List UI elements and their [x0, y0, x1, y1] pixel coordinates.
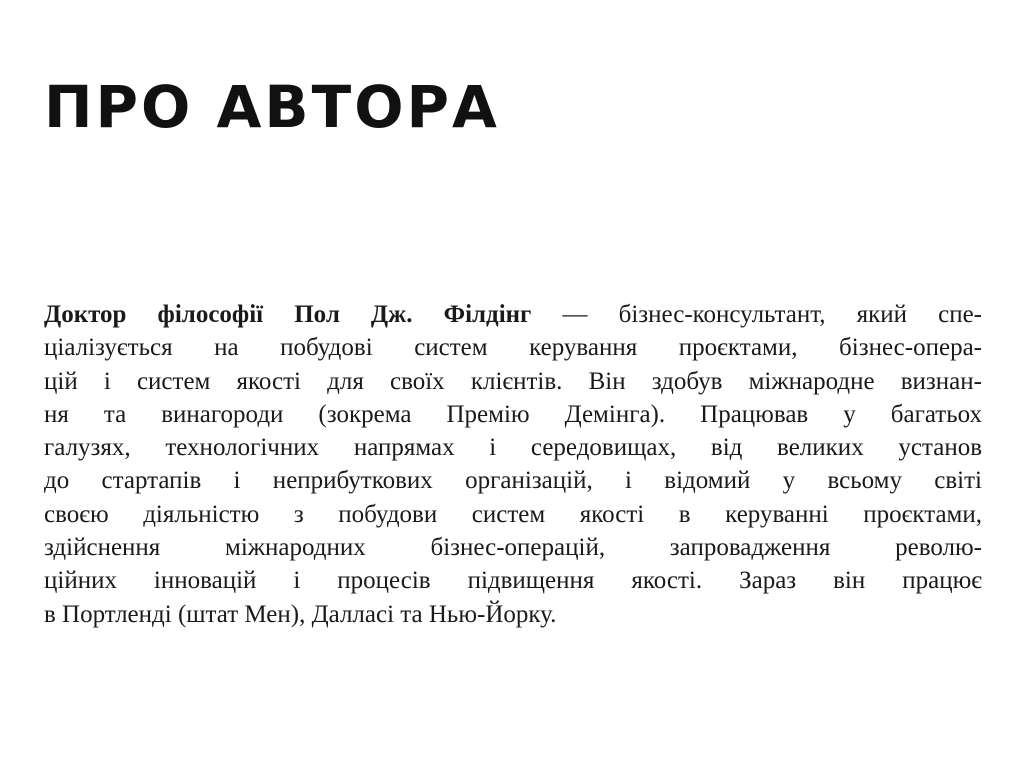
bio-line-6: до стартапів і неприбуткових організацій, і відомий у всьому світі [44, 467, 982, 495]
bio-line-5: галузях, технологічних напрямах і середовищах, від великих установ [44, 434, 982, 462]
bio-line-4: ня та винагороди (зокрема Премію Демінга). Працював у багатьох [44, 400, 982, 428]
page-title: ПРО АВТОРА [44, 73, 500, 141]
bio-line-1 [44, 298, 982, 331]
bio-line-2: ціалізується на побудові систем керування проєктами, бізнес-опера- [44, 334, 982, 362]
author-bio [44, 298, 982, 631]
bio-line-8: здійснення міжнародних бізнес-операцій, запровадження револю- [44, 534, 982, 562]
bio-line-1-text: — бізнес-консультант, який спе- [531, 301, 982, 328]
bio-line-7: своєю діяльністю з побудови систем якості в керуванні проєктами, [44, 500, 982, 528]
author-name: Доктор філософії Пол Дж. Філдінг [44, 301, 532, 328]
bio-line-10: в Портленді (штат Мен), Далласі та Нью-Йорку. [44, 600, 557, 628]
bio-line-3: цій і систем якості для своїх клієнтів. Він здобув міжнародне визнан- [44, 367, 982, 395]
bio-line-9: ційних інновацій і процесів підвищення якості. Зараз він працює [44, 567, 982, 595]
